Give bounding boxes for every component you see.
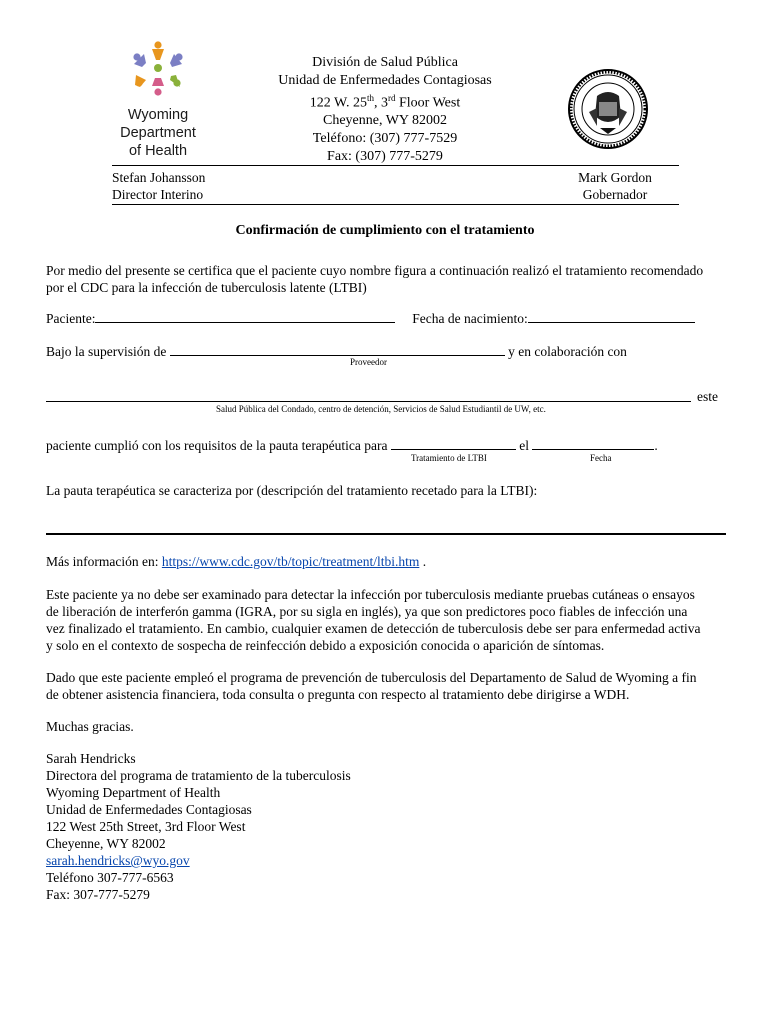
logo-line-3: of Health <box>128 143 188 159</box>
signer-phone: Teléfono 307-777-6563 <box>46 870 174 885</box>
este-label: este <box>697 389 718 404</box>
governor-name: Mark Gordon <box>578 170 652 185</box>
wdh-logo <box>108 40 208 162</box>
acting-director <box>112 169 205 203</box>
division-name: División de Salud Pública <box>312 55 458 70</box>
provider-field[interactable] <box>170 342 505 356</box>
retest-paragraph: Este paciente ya no debe ser examinado para detectar la infección por tuberculosis mediante pruebas cutáneas o ensayos de liberación de interferón gamma (IGRA, por su sigla en inglés), ya que son predictores poco fiables de infección una vez finalizado el tratamiento. En cambio, cualquier examen de detección de tuberculosis debe ser para enfermedad activa y solo en el contexto de sospecha de reinfección debido a exposición conocida o aparición de síntomas. <box>46 587 701 653</box>
signer-org: Wyoming Department of Health <box>46 785 221 800</box>
people-circle-icon <box>130 40 186 96</box>
patient-name-field[interactable] <box>95 309 395 323</box>
treatment-caption: Tratamiento de LTBI <box>411 453 487 463</box>
document-title: Confirmación de cumplimiento con el tratamiento <box>235 223 535 238</box>
logo-line-2: Department <box>120 125 196 141</box>
financial-paragraph: Dado que este paciente empleó el programa de prevención de tuberculosis del Departamento de Salud de Wyoming a fin de obtener asistencia financiera, toda consulta o pregunta con respecto al tratamiento debe dirigirse a WDH. <box>46 670 697 702</box>
acting-director-title: Director Interino <box>112 187 204 202</box>
compliance-label: paciente cumplió con los requisitos de la pauta terapéutica para <box>46 438 388 453</box>
header-divider <box>112 165 679 166</box>
regimen-field[interactable] <box>46 533 726 535</box>
date-caption: Fecha <box>590 453 612 463</box>
street-address: 122 W. 25th, 3rd Floor West <box>309 92 461 111</box>
signatory-divider <box>112 204 679 205</box>
email-link[interactable]: sarah.hendricks@wyo.gov <box>46 853 190 868</box>
city-state-zip: Cheyenne, WY 82002 <box>322 113 448 129</box>
collaboration-label: y en colaboración con <box>508 344 627 359</box>
dob-label: Fecha de nacimiento: <box>412 311 528 326</box>
fax: Fax: (307) 777-5279 <box>327 148 443 164</box>
acting-director-name: Stefan Johansson <box>112 170 206 185</box>
date-field[interactable] <box>532 436 654 450</box>
intro-paragraph: Por medio del presente se certifica que el paciente cuyo nombre figura a continuación realizó el tratamiento recomendado por el CDC para la infección de tuberculosis latente (LTBI) <box>46 263 704 295</box>
regimen-label: La pauta terapéutica se caracteriza por (descripción del tratamiento recetado para la LTBI): <box>46 483 538 498</box>
unit-name: Unidad de Enfermedades Contagiosas <box>278 72 492 88</box>
dob-field[interactable] <box>528 309 695 323</box>
governor-title: Gobernador <box>582 187 648 202</box>
signer-city: Cheyenne, WY 82002 <box>46 836 166 851</box>
treatment-field[interactable] <box>391 436 516 450</box>
agency-caption: Salud Pública del Condado, centro de detención, Servicios de Salud Estudiantil de UW, etc. <box>216 404 546 414</box>
el-label: el <box>519 438 529 453</box>
phone: Teléfono: (307) 777-7529 <box>312 130 458 146</box>
patient-label: Paciente: <box>46 311 96 326</box>
signer-unit: Unidad de Enfermedades Contagiosas <box>46 802 252 817</box>
signer-title: Directora del programa de tratamiento de la tuberculosis <box>46 768 351 783</box>
governor <box>560 169 670 203</box>
more-info-row: Más información en: https://www.cdc.gov/tb/topic/treatment/ltbi.htm . <box>46 554 427 569</box>
supervision-label: Bajo la supervisión de <box>46 344 167 359</box>
patient-row <box>46 309 726 327</box>
letterhead <box>240 54 530 165</box>
provider-caption: Proveedor <box>350 357 387 367</box>
cdc-link[interactable]: https://www.cdc.gov/tb/topic/treatment/ltbi.htm <box>161 554 420 569</box>
compliance-row: paciente cumplió con los requisitos de la pauta terapéutica para el . <box>46 438 658 453</box>
signer-address: 122 West 25th Street, 3rd Floor West <box>46 819 246 834</box>
thanks: Muchas gracias. <box>46 719 134 734</box>
signer-fax: Fax: 307-777-5279 <box>46 887 150 902</box>
logo-line-1: Wyoming <box>127 107 189 123</box>
signature-block <box>46 750 726 903</box>
signer-name: Sarah Hendricks <box>46 751 136 766</box>
state-seal-icon <box>567 68 649 150</box>
agency-field[interactable] <box>46 401 691 402</box>
